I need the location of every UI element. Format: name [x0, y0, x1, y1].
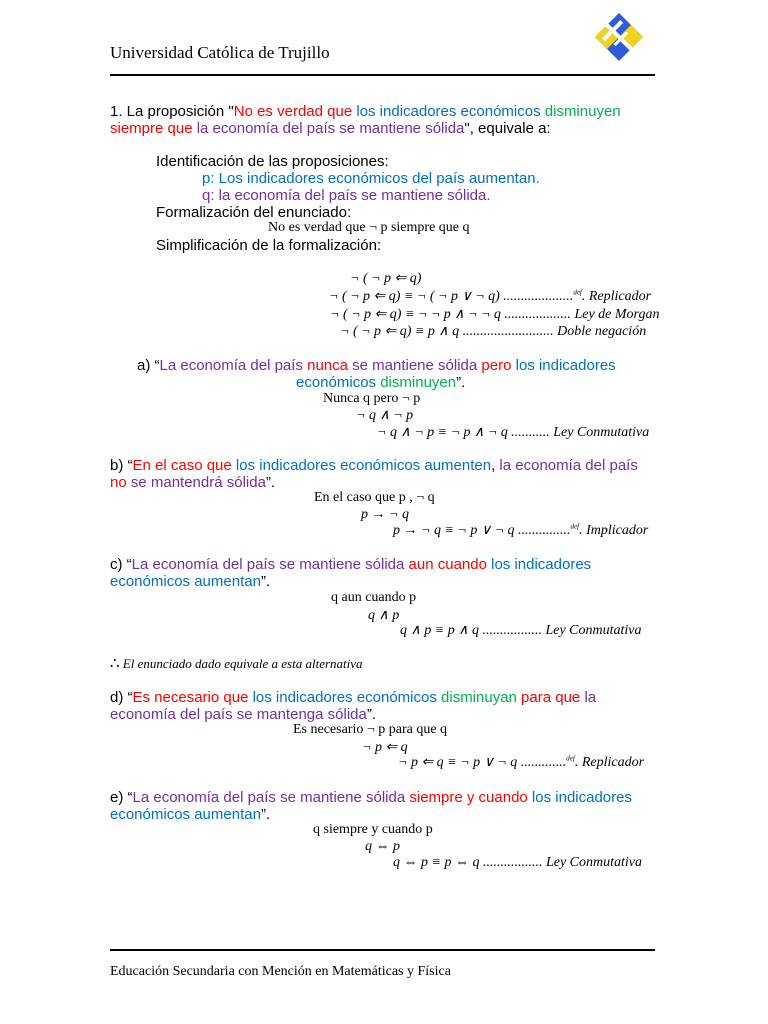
formalization-statement: No es verdad que ¬ p siempre que q [268, 220, 470, 235]
option-a-line-1: a) “La economía del país nunca se mantiene sólida pero los indicadores [137, 357, 616, 374]
proposition-p: p: Los indicadores económicos del país aumentan. [202, 170, 540, 187]
option-c-formal-3: q ∧ p ≡ p ∧ q ................. Ley Conmutativa [400, 623, 642, 638]
option-c-line-1: c) “La economía del país se mantiene sólida aun cuando los indicadores [110, 556, 592, 573]
option-a-formal-1: Nunca q pero ¬ p [323, 391, 421, 406]
option-b-formal-2: p → ¬ q [361, 507, 409, 522]
option-d-line-1: d) “Es necesario que los indicadores económicos disminuyan para que la [110, 689, 597, 706]
option-b-formal-3: p → ¬ q ≡ ¬ p ∨ ¬ q ...............$^{def}$. Implicador [393, 522, 649, 538]
option-e-line-2: económicos aumentan”. [110, 806, 271, 823]
option-e-formal-1: q siempre y cuando p [313, 822, 433, 837]
option-c-formal-1: q aun cuando p [331, 590, 417, 605]
university-logo-icon [588, 6, 650, 68]
option-d-formal-2: ¬ p ⇐ q [362, 740, 408, 755]
option-b-line-2: no se mantendrá sólida”. [110, 474, 276, 491]
simplification-line-3: ¬ ( ¬ p ⇐ q) ≡ ¬ ¬ p ∧ ¬ ¬ q ................... Ley de Morgan [330, 307, 660, 322]
option-a-formal-3: ¬ q ∧ ¬ p ≡ ¬ p ∧ ¬ q ........... Ley Conmutativa [377, 425, 650, 440]
option-d-formal-1: Es necesario ¬ p para que q [293, 722, 448, 737]
identification-title: Identificación de las proposiciones: [156, 153, 389, 170]
option-e-line-1: e) “La economía del país se mantiene sólida siempre y cuando los indicadores [110, 789, 632, 806]
option-d-formal-3: ¬ p ⇐ q ≡ ¬ p ∨ ¬ q .............$^{def}$. Replicador [398, 754, 645, 770]
option-b-formal-1: En el caso que p , ¬ q [314, 490, 435, 505]
simplification-line-1: ¬ ( ¬ p ⇐ q) [350, 271, 422, 286]
option-d-line-2: economía del país se mantenga sólida”. [110, 706, 377, 723]
header-divider [110, 74, 655, 76]
footer-text: Educación Secundaria con Mención en Matemáticas y Física [110, 964, 451, 979]
simplification-line-2: ¬ ( ¬ p ⇐ q) ≡ ¬ ( ¬ p ∨ ¬ q) ....................$^{def}$. Replicador [329, 288, 652, 304]
simplification-title: Simplificación de la formalización: [156, 237, 382, 254]
therefore-icon: ∴ [110, 656, 120, 672]
question-line-1: 1. La proposición "No es verdad que los indicadores económicos disminuyen [110, 103, 621, 120]
option-c-formal-2: q ∧ p [368, 608, 400, 623]
option-c-conclusion: ∴ El enunciado dado equivale a esta alternativa [110, 656, 363, 672]
option-b-line-1: b) “En el caso que los indicadores económicos aumenten, la economía del país [110, 457, 638, 474]
option-a-formal-2: ¬ q ∧ ¬ p [356, 408, 414, 423]
footer-divider [110, 949, 655, 951]
formalization-title: Formalización del enunciado: [156, 204, 352, 221]
option-e-formal-2: q ⇔ p [365, 839, 400, 854]
proposition-q: q: la economía del país se mantiene sólida. [202, 187, 491, 204]
simplification-line-4: ¬ ( ¬ p ⇐ q) ≡ p ∧ q .......................... Doble negación [340, 324, 647, 339]
question-line-2: siempre que la economía del país se mantiene sólida", equivale a: [110, 120, 551, 137]
option-e-formal-3: q ⇔ p ≡ p ⇔ q ................. Ley Conmutativa [393, 855, 642, 870]
option-a-line-2: económicos disminuyen”. [296, 374, 466, 391]
option-c-line-2: económicos aumentan”. [110, 573, 271, 590]
university-title: Universidad Católica de Trujillo [110, 43, 330, 62]
